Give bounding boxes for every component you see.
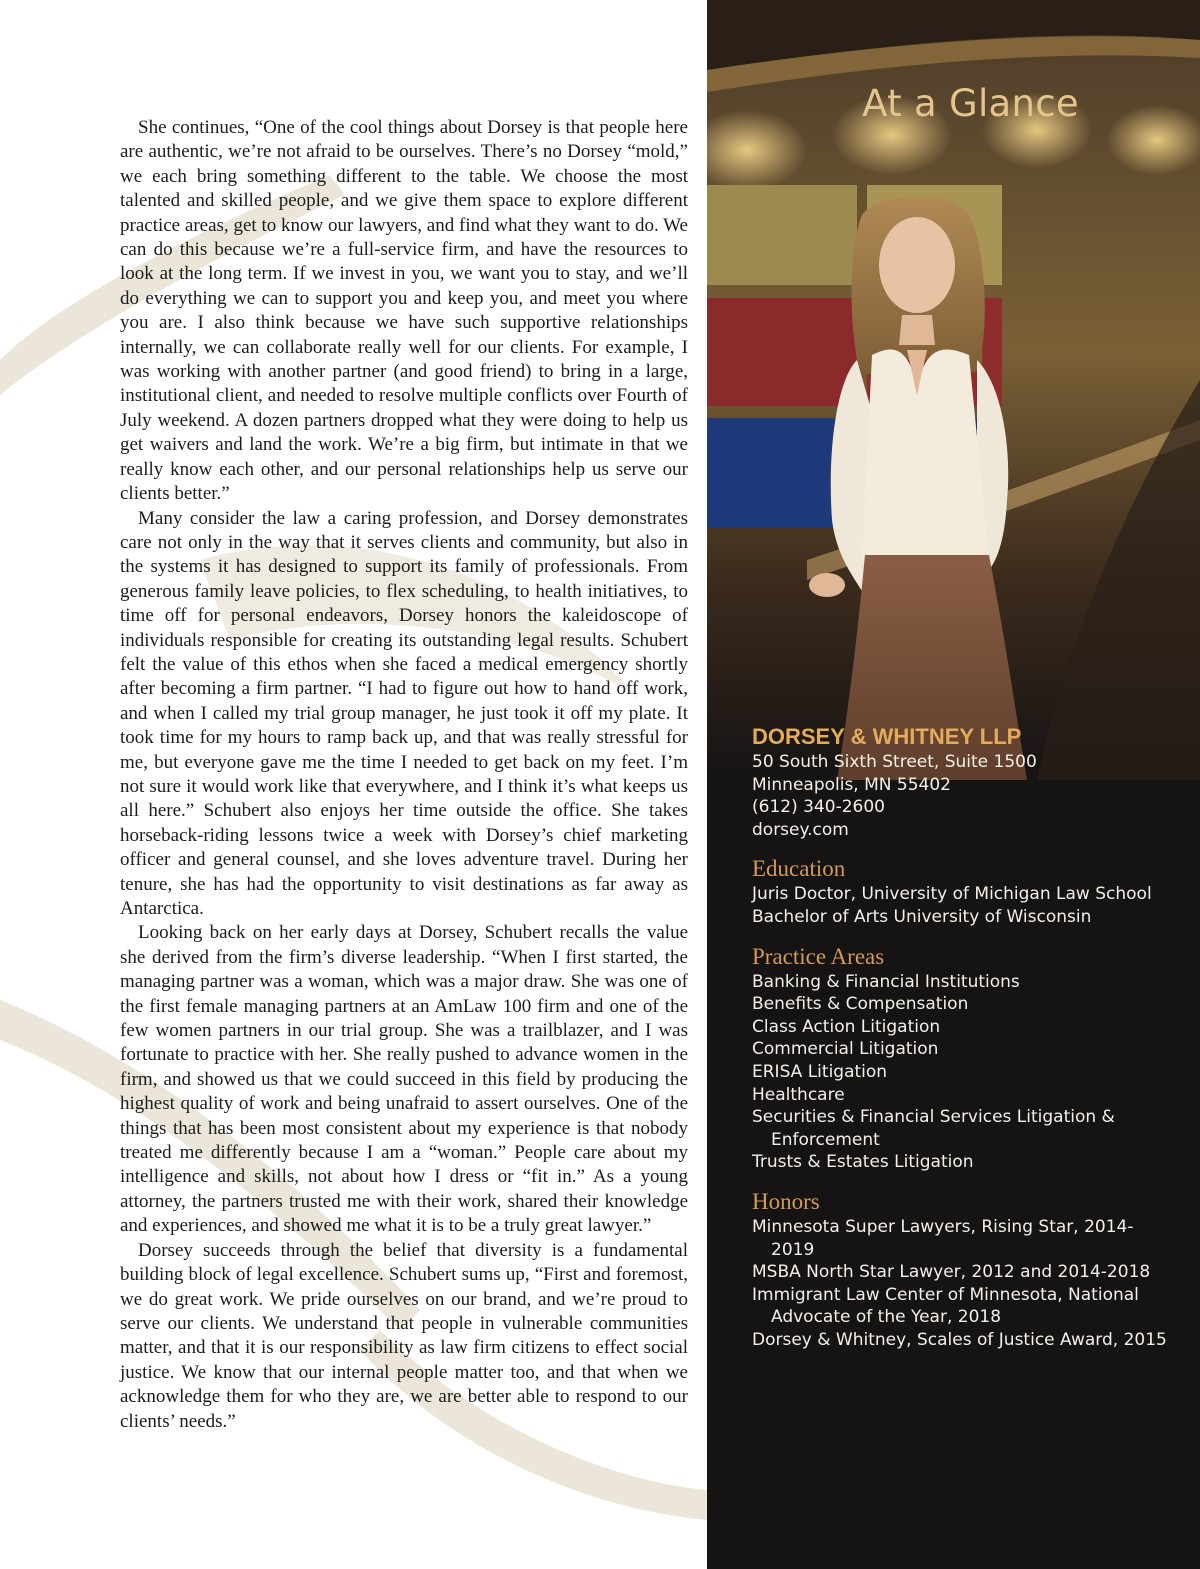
at-a-glance-title: At a Glance <box>862 82 1079 125</box>
honor-item: MSBA North Star Lawyer, 2012 and 2014-2018 <box>752 1262 1151 1283</box>
practice-areas-heading: Practice Areas <box>752 943 885 969</box>
practice-area-item: Trusts & Estates Litigation <box>752 1152 974 1173</box>
firm-name: DORSEY & WHITNEY LLP <box>752 724 1022 749</box>
article-body <box>120 116 688 1434</box>
honors-heading: Honors <box>752 1188 820 1214</box>
article-paragraph: She continues, “One of the cool things about Dorsey is that people here are authentic, we’re not afraid to be ourselves. There’s no Dorsey “mold,” we each bring something different to the table. We choose the most talented and skilled people, and we give them space to explore different practice areas, get to know our lawyers, and find what they want to do. We can do this because we’re a full-service firm, and have the resources to look at the long term. If we invest in you, we want you to stay, and we’ll do everything we can to support you and keep you, and meet you where you are. I also think because we have such supportive relationships internally, we can collaborate really well for our clients. For example, I was working with another partner (and good friend) to bring in a large, institutional client, and needed to resolve multiple conflicts over Fourth of July weekend. A dozen partners dropped what they were doing to help us get waivers and land the work. We’re a big firm, but intimate in that we really know each other, and our personal relationships help us serve our clients better.” <box>120 117 688 505</box>
education-item: Juris Doctor, University of Michigan Law School <box>752 884 1152 905</box>
firm-info <box>752 723 1172 1351</box>
address-line-2: Minneapolis, MN 55402 <box>752 774 951 795</box>
article-paragraph: Many consider the law a caring profession, and Dorsey demonstrates care not only in the way that it serves clients and community, but also in the systems it has designed to support its family of professionals. From generous family leave policies, to flex scheduling, to health initiatives, to time off for personal endeavors, Dorsey honors the kaleidoscope of individuals responsible for creating its outstanding legal results. Schubert felt the value of this ethos when she faced a medical emergency shortly after becoming a firm partner. “I had to figure out how to hand off work, and when I called my trial group manager, he just took it off my plate. It took time for my hours to ramp back up, and that was really stressful for me, but everyone gave me the time I needed to get back on my feet. I’m not sure it would work like that everywhere, and I think it’s what keeps us all here.” Schubert also enjoys her time outside the office. She takes horseback-riding lessons twice a week with Dorsey’s chief marketing officer and general counsel, and she loves adventure travel. During her tenure, she has had the opportunity to visit destinations as far away as Antarctica. <box>120 507 688 919</box>
education-item: Bachelor of Arts University of Wisconsin <box>752 906 1092 927</box>
article-paragraph: Looking back on her early days at Dorsey, Schubert recalls the value she derived from the firm’s diverse leadership. “When I first started, the managing partner was a woman, which was a major draw. She was one of the first female managing partners at an AmLaw 100 firm and one of the few women partners in our trial group. She was a trailblazer, and I was fortunate to practice with her. She really pushed to advance women in the firm, and showed us that we could succeed in this field by producing the highest quality of work and being unafraid to assert ourselves. One of the things that has been most consistent about my experience is that nobody treated me differently because I am a “woman.” People care about my intelligence and skills, not about how I dress or “fit in.” As a young attorney, the partners trusted me with their work, shared their knowledge and experiences, and showed me what it is to be a truly great lawyer.” <box>120 922 688 1237</box>
practice-area-item: Healthcare <box>752 1084 845 1105</box>
practice-area-item: ERISA Litigation <box>752 1061 888 1082</box>
practice-area-item: Banking & Financial Institutions <box>752 971 1020 992</box>
article-paragraph: Dorsey succeeds through the belief that diversity is a fundamental building block of legal excellence. Schubert sums up, “First and foremost, we do great work. We pride ourselves on our brand, and we’re proud to serve our clients. We understand that people in vulnerable communities matter, and that it is our responsibility as law firm citizens to effect social justice. We know that our internal people matter too, and that when we acknowledge them for who they are, we are better able to respond to our clients’ needs.” <box>120 1239 688 1432</box>
phone-number: (612) 340-2600 <box>752 797 885 818</box>
honor-item: Dorsey & Whitney, Scales of Justice Award, 2015 <box>752 1329 1167 1350</box>
practice-area-item: Commercial Litigation <box>752 1039 939 1060</box>
honor-item: Minnesota Super Lawyers, Rising Star, 2014-2019 <box>752 1216 1134 1260</box>
honor-item: Immigrant Law Center of Minnesota, National Advocate of the Year, 2018 <box>752 1284 1139 1328</box>
at-a-glance-sidebar <box>707 0 1200 1569</box>
education-heading: Education <box>752 856 846 882</box>
address-line-1: 50 South Sixth Street, Suite 1500 <box>752 752 1037 772</box>
practice-area-item: Securities & Financial Services Litigation & Enforcement <box>752 1107 1115 1150</box>
practice-area-item: Class Action Litigation <box>752 1016 941 1037</box>
practice-area-item: Benefits & Compensation <box>752 994 969 1015</box>
website-link[interactable]: dorsey.com <box>752 819 849 840</box>
